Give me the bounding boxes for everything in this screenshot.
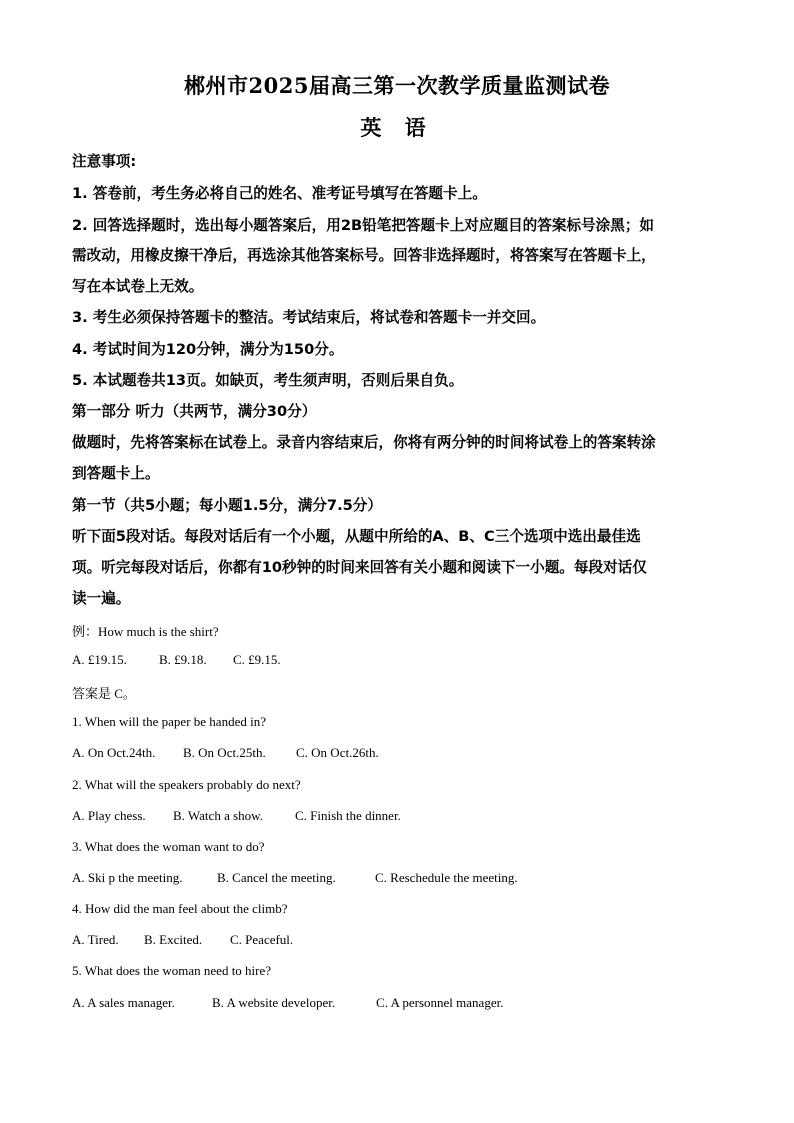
section1-heading: 第一节（共5小题；每小题1.5分，满分7.5分） bbox=[72, 497, 382, 514]
part1-intro-line: 到答题卡上。 bbox=[72, 465, 160, 482]
example-options bbox=[72, 652, 281, 668]
note-line: 3. 考生必须保持答题卡的整洁。考试结束后，将试卷和答题卡一并交回。 bbox=[72, 309, 546, 326]
part1-intro-line: 做题时，先将答案标在试卷上。录音内容结束后，你将有两分钟的时间将试卷上的答案转涂 bbox=[72, 434, 656, 451]
question-5: 5. What does the woman need to hire? bbox=[72, 963, 272, 978]
option-c: C. £9.15. bbox=[233, 652, 281, 667]
question-3: 3. What does the woman want to do? bbox=[72, 839, 265, 854]
option-c: C. Peaceful. bbox=[230, 932, 294, 947]
note-line: 2. 回答选择题时，选出每小题答案后，用2B铅笔把答题卡上对应题目的答案标号涂黑；如 bbox=[72, 217, 655, 234]
option-a: A. A sales manager. bbox=[72, 995, 175, 1010]
option-c: C. Finish the dinner. bbox=[295, 808, 401, 823]
option-b: B. Excited. bbox=[144, 932, 203, 947]
question-4-options bbox=[72, 932, 293, 948]
note-line: 需改动，用橡皮擦干净后，再选涂其他答案标号。回答非选择题时，将答案写在答题卡上， bbox=[72, 247, 656, 264]
subject-title: 英 语 bbox=[360, 115, 434, 140]
question-4: 4. How did the man feel about the climb? bbox=[72, 901, 288, 916]
option-b: B. Watch a show. bbox=[173, 808, 263, 823]
notes-heading: 注意事项: bbox=[72, 153, 137, 170]
option-a: A. Play chess. bbox=[72, 808, 146, 823]
question-2-options bbox=[72, 808, 401, 824]
example-answer: 答案是 C。 bbox=[72, 686, 136, 701]
section1-intro-line: 听下面5段对话。每段对话后有一个小题，从题中所给的A、B、C三个选项中选出最佳选 bbox=[72, 528, 641, 545]
section1-intro-line: 读一遍。 bbox=[72, 590, 131, 607]
option-b: B. On Oct.25th. bbox=[183, 745, 266, 760]
question-1-options bbox=[72, 745, 379, 761]
option-c: C. A personnel manager. bbox=[376, 995, 504, 1010]
option-c: C. On Oct.26th. bbox=[296, 745, 379, 760]
section1-intro-line: 项。听完每段对话后，你都有10秒钟的时间来回答有关小题和阅读下一小题。每段对话仅 bbox=[72, 559, 647, 576]
option-a: A. £19.15. bbox=[72, 652, 127, 667]
option-a: A. Ski p the meeting. bbox=[72, 870, 183, 885]
note-line: 5. 本试题卷共13页。如缺页，考生须声明，否则后果自负。 bbox=[72, 372, 464, 389]
option-b: B. A website developer. bbox=[212, 995, 336, 1010]
question-5-options bbox=[72, 995, 503, 1011]
option-b: B. £9.18. bbox=[159, 652, 207, 667]
option-c: C. Reschedule the meeting. bbox=[375, 870, 518, 885]
question-2: 2. What will the speakers probably do next? bbox=[72, 777, 301, 792]
question-1: 1. When will the paper be handed in? bbox=[72, 714, 266, 729]
question-3-options bbox=[72, 870, 518, 886]
exam-title: 郴州市2025届高三第一次教学质量监测试卷 bbox=[184, 73, 610, 98]
option-a: A. On Oct.24th. bbox=[72, 745, 156, 760]
note-line: 写在本试卷上无效。 bbox=[72, 278, 204, 295]
note-line: 1. 答卷前，考生务必将自己的姓名、准考证号填写在答题卡上。 bbox=[72, 185, 487, 202]
note-line: 4. 考试时间为120分钟，满分为150分。 bbox=[72, 341, 344, 358]
example-question: 例：How much is the shirt? bbox=[72, 624, 219, 639]
option-a: A. Tired. bbox=[72, 932, 119, 947]
option-b: B. Cancel the meeting. bbox=[217, 870, 336, 885]
part1-heading: 第一部分 听力（共两节，满分30分） bbox=[72, 403, 317, 420]
